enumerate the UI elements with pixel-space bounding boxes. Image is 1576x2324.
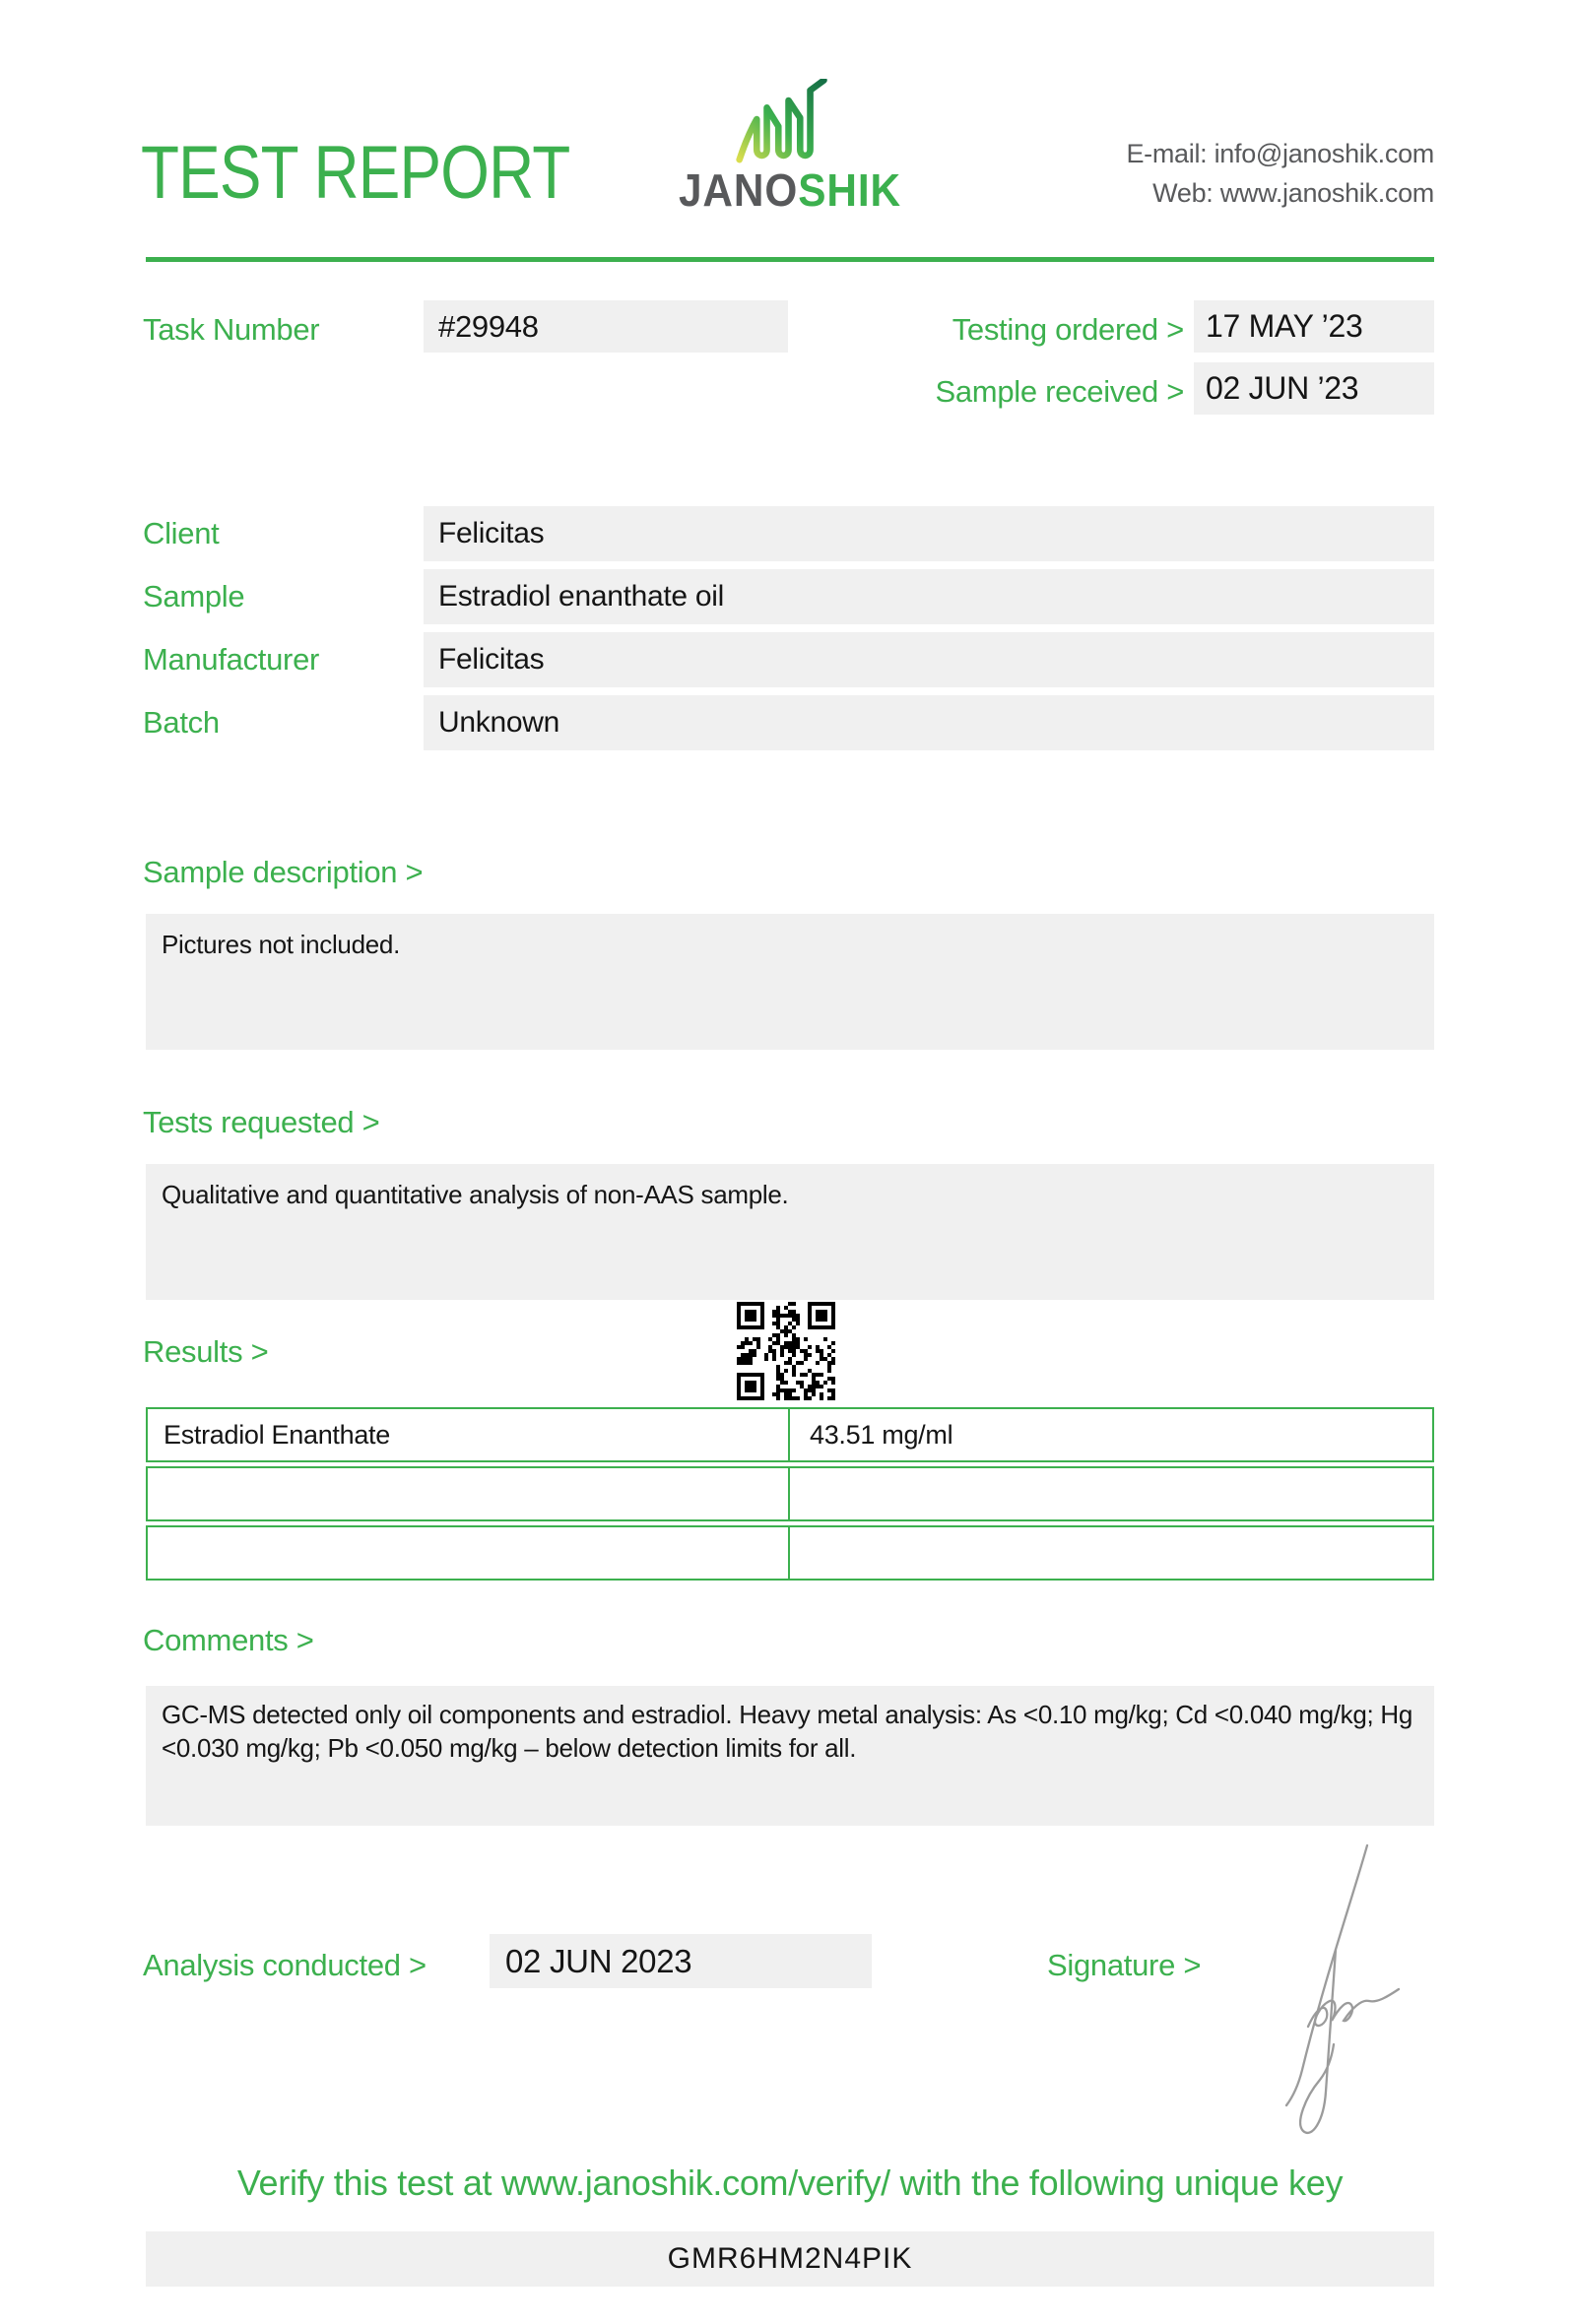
contact-email-line xyxy=(1126,134,1434,173)
unique-key-value: GMR6HM2N4PIK xyxy=(667,2242,913,2275)
brand-logo xyxy=(642,79,938,216)
signature-scribble xyxy=(1273,1834,1420,2149)
email-label: E-mail: xyxy=(1126,139,1208,168)
brand-name xyxy=(654,164,926,216)
task-number-label: Task Number xyxy=(143,312,320,347)
manufacturer-value: Felicitas xyxy=(438,643,545,676)
table-row xyxy=(146,1525,1434,1581)
tests-requested-heading: Tests requested > xyxy=(143,1105,380,1139)
testing-ordered-field xyxy=(1194,300,1434,353)
tests-requested-box xyxy=(146,1164,1434,1300)
analysis-conducted-label: Analysis conducted > xyxy=(143,1948,427,1982)
comments-box xyxy=(146,1686,1434,1826)
contact-info xyxy=(1126,134,1434,213)
sample-received-field xyxy=(1194,362,1434,415)
task-number-value: #29948 xyxy=(438,309,539,344)
result-value-cell: 43.51 mg/ml xyxy=(810,1420,953,1450)
task-number-field xyxy=(424,300,788,353)
unique-key-field xyxy=(146,2231,1434,2287)
testing-ordered-value: 17 MAY ’23 xyxy=(1206,308,1363,344)
comments-text: GC-MS detected only oil components and estradiol. Heavy metal analysis: As <0.10 mg/kg; Cd <0.040 mg/kg; Hg <0.030 mg/kg; Pb <0.050 mg/kg – below detection limits for all. xyxy=(162,1700,1413,1763)
web-label: Web: xyxy=(1152,178,1214,208)
batch-label: Batch xyxy=(143,705,220,740)
comments-heading: Comments > xyxy=(143,1623,314,1657)
page-title: TEST REPORT xyxy=(141,131,570,215)
email-value: info@janoshik.com xyxy=(1214,139,1434,168)
brand-name-primary: JANO xyxy=(678,164,799,216)
sample-description-text: Pictures not included. xyxy=(162,930,400,959)
header-divider xyxy=(146,257,1434,262)
batch-field xyxy=(424,695,1434,750)
manufacturer-label: Manufacturer xyxy=(143,642,320,677)
signature-label: Signature > xyxy=(1047,1948,1202,1982)
chart-logo-icon xyxy=(716,79,864,165)
result-value-cell xyxy=(790,1468,1432,1519)
sample-label: Sample xyxy=(143,579,245,613)
contact-web-line xyxy=(1126,173,1434,213)
result-analyte-cell xyxy=(148,1468,790,1519)
testing-ordered-label: Testing ordered > xyxy=(952,312,1184,347)
result-value-cell xyxy=(790,1527,1432,1579)
verify-heading: Verify this test at www.janoshik.com/verify/ with the following unique key xyxy=(236,2163,1344,2203)
sample-description-heading: Sample description > xyxy=(143,855,424,889)
analysis-conducted-value: 02 JUN 2023 xyxy=(505,1943,692,1979)
qr-code-icon xyxy=(737,1302,835,1400)
sample-field xyxy=(424,569,1434,624)
result-analyte-cell xyxy=(148,1527,790,1579)
sample-received-label: Sample received > xyxy=(935,374,1184,409)
sample-description-box xyxy=(146,914,1434,1050)
table-row xyxy=(146,1407,1434,1462)
table-row xyxy=(146,1466,1434,1521)
manufacturer-field xyxy=(424,632,1434,687)
sample-value: Estradiol enanthate oil xyxy=(438,580,724,613)
brand-name-secondary: SHIK xyxy=(798,164,902,216)
results-table xyxy=(146,1407,1434,1584)
client-label: Client xyxy=(143,516,220,550)
client-value: Felicitas xyxy=(438,517,545,549)
sample-received-value: 02 JUN ’23 xyxy=(1206,370,1359,406)
results-heading: Results > xyxy=(143,1334,269,1369)
batch-value: Unknown xyxy=(438,706,559,739)
analysis-conducted-field xyxy=(490,1934,872,1988)
client-field xyxy=(424,506,1434,561)
result-analyte-cell: Estradiol Enanthate xyxy=(148,1409,790,1460)
tests-requested-text: Qualitative and quantitative analysis of non-AAS sample. xyxy=(162,1180,789,1209)
web-value: www.janoshik.com xyxy=(1219,178,1434,208)
